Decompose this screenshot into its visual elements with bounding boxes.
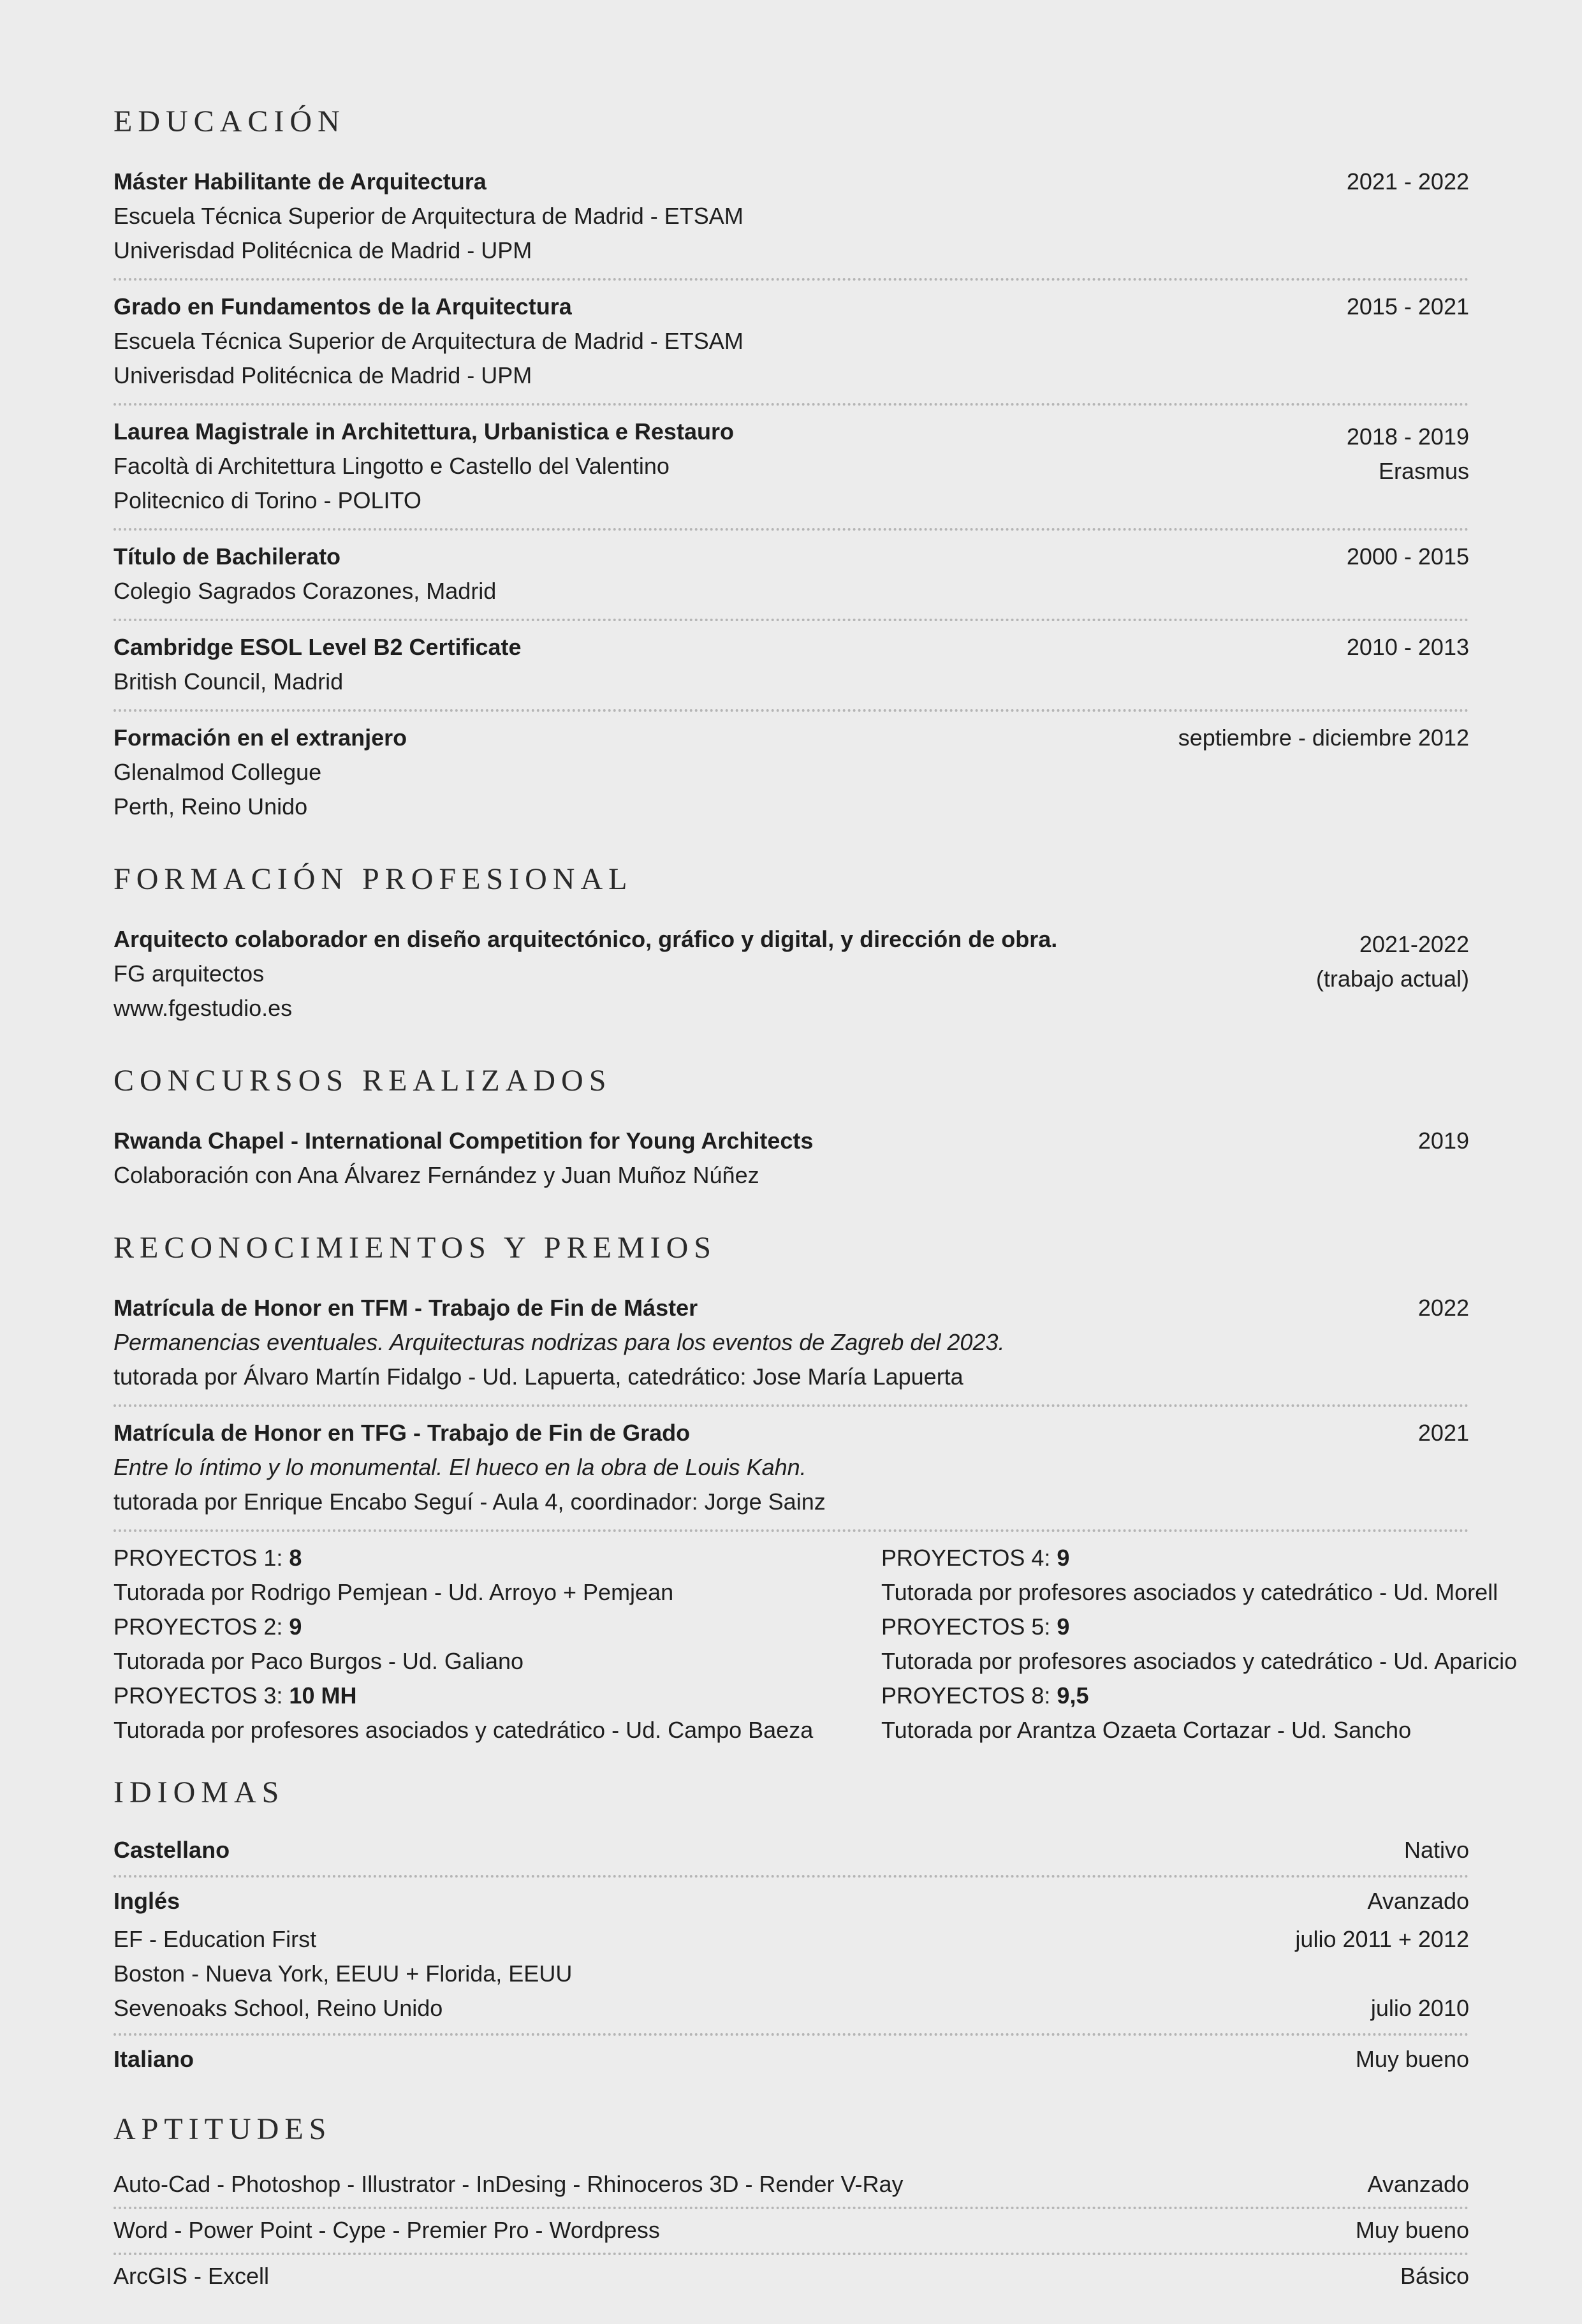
project-grade: 9,5 (1057, 1682, 1089, 1709)
skill-level: Básico (1400, 2263, 1469, 2289)
website-link[interactable]: www.fgestudio.es (114, 995, 293, 1021)
entry-note: (trabajo actual) (1315, 966, 1469, 992)
entry-line: Escuela Técnica Superior de Arquitectura de Madrid - ETSAM (114, 203, 743, 229)
projects-column-left (114, 1541, 881, 1747)
professional-section (114, 860, 1469, 1036)
project-tutor: Tutorada por Paco Burgos - Ud. Galiano (114, 1648, 524, 1674)
entry-date-block (1347, 290, 1469, 324)
entry-line: tutorada por Álvaro Martín Fidalgo - Ud. Lapuerta, catedrático: Jose María Lapuerta (114, 1364, 963, 1390)
entry-date-block (1347, 540, 1469, 574)
skill-level: Avanzado (1367, 2171, 1469, 2197)
entry-date-block (1418, 1416, 1469, 1450)
entry-title: Título de Bachilerato (114, 543, 341, 570)
entry-line: Colegio Sagrados Corazones, Madrid (114, 578, 497, 604)
entry-line: Perth, Reino Unido (114, 793, 308, 820)
skill-row (114, 2209, 1469, 2255)
language-course-date: julio 2011 + 2012 (1295, 1926, 1469, 1952)
entry-line: Colaboración con Ana Álvarez Fernández y Juan Muñoz Núñez (114, 1162, 759, 1188)
project-tutor: Tutorada por Arantza Ozaeta Cortazar - Ud. Sancho (881, 1717, 1412, 1743)
award-entry (114, 1407, 1469, 1532)
language-row-castellano (114, 1827, 1469, 1878)
thesis-title: Permanencias eventuales. Arquitecturas nodrizas para los eventos de Zagreb del 2023. (114, 1329, 1005, 1355)
project-grade-line (881, 1541, 1469, 1575)
award-entry (114, 1282, 1469, 1407)
entry-date: 2021 (1417, 1420, 1469, 1446)
skill-tools: ArcGIS - Excell (114, 2263, 270, 2289)
language-level: Muy bueno (1355, 2046, 1469, 2072)
project-grade-line (114, 1610, 881, 1644)
skill-row (114, 2163, 1469, 2209)
entry-title: Laurea Magistrale in Architettura, Urbanistica e Restauro (114, 418, 734, 445)
section-title-professional: FORMACIÓN PROFESIONAL (114, 862, 633, 896)
entry-date: 2018 - 2019 (1346, 423, 1469, 450)
entry-title: Matrícula de Honor en TFG - Trabajo de Fin de Grado (114, 1420, 691, 1446)
education-entry (114, 621, 1469, 712)
entry-date: 2015 - 2021 (1346, 293, 1469, 320)
entry-date-block (1347, 165, 1469, 199)
project-label: PROYECTOS 4: (881, 1545, 1057, 1571)
language-header (114, 1884, 1469, 1918)
skill-row (114, 2255, 1469, 2298)
competitions-section (114, 1061, 1469, 1203)
project-grade: 9 (289, 1614, 302, 1640)
project-grade: 10 MH (289, 1682, 357, 1709)
education-section (114, 102, 1469, 834)
entry-date: 2019 (1417, 1128, 1469, 1154)
entry-line: tutorada por Enrique Encabo Seguí - Aula 4, coordinador: Jorge Sainz (114, 1489, 826, 1515)
education-entry (114, 281, 1469, 406)
entry-date: 2000 - 2015 (1346, 543, 1469, 570)
entry-date-block (1418, 1124, 1469, 1158)
awards-section (114, 1228, 1518, 1747)
project-grade-line (114, 1679, 881, 1713)
section-title-education: EDUCACIÓN (114, 105, 346, 138)
language-detail (114, 1922, 1469, 1957)
project-label: PROYECTOS 5: (881, 1614, 1057, 1640)
education-entry (114, 156, 1469, 281)
entry-title: Formación en el extranjero (114, 724, 407, 751)
language-level: Nativo (1403, 1837, 1469, 1863)
project-grade: 8 (289, 1545, 302, 1571)
project-label: PROYECTOS 3: (114, 1682, 289, 1709)
language-course: EF - Education First (114, 1926, 317, 1952)
entry-line: FG arquitectos (114, 960, 265, 987)
project-tutor: Tutorada por profesores asociados y catedrático - Ud. Aparicio (881, 1648, 1518, 1674)
entry-line: Univerisdad Politécnica de Madrid - UPM (114, 237, 532, 263)
language-course-date: julio 2010 (1370, 1995, 1469, 2021)
language-row-italiano (114, 2036, 1469, 2084)
language-course-place: Boston - Nueva York, EEUU + Florida, EEUU (114, 1960, 573, 1987)
project-grade: 9 (1057, 1614, 1070, 1640)
entry-line: Univerisdad Politécnica de Madrid - UPM (114, 362, 532, 388)
language-row-ingles (114, 1878, 1469, 2036)
entry-line: Escuela Técnica Superior de Arquitectura de Madrid - ETSAM (114, 328, 743, 354)
education-entry (114, 531, 1469, 621)
entry-date-block (1347, 420, 1469, 489)
language-detail (114, 1991, 1469, 2026)
project-label: PROYECTOS 2: (114, 1614, 289, 1640)
entry-title: Cambridge ESOL Level B2 Certificate (114, 634, 522, 660)
project-label: PROYECTOS 1: (114, 1545, 289, 1571)
entry-line: British Council, Madrid (114, 668, 344, 695)
section-title-competitions: CONCURSOS REALIZADOS (114, 1064, 612, 1098)
project-grade-line (881, 1679, 1469, 1713)
entry-note: Erasmus (1378, 458, 1469, 484)
language-name: Inglés (114, 1888, 180, 1914)
language-level: Avanzado (1367, 1888, 1469, 1914)
project-grade-line (881, 1610, 1469, 1644)
projects-column-right (881, 1541, 1518, 1747)
project-tutor: Tutorada por profesores asociados y catedrático - Ud. Campo Baeza (114, 1717, 814, 1743)
entry-line: Politecnico di Torino - POLITO (114, 487, 421, 513)
entry-line: Facoltà di Architettura Lingotto e Castello del Valentino (114, 453, 670, 479)
entry-title: Arquitecto colaborador en diseño arquitectónico, gráfico y digital, y dirección de obra. (114, 926, 1058, 952)
entry-date-block (1418, 1291, 1469, 1325)
section-title-languages: IDIOMAS (114, 1776, 285, 1809)
entry-date: 2021-2022 (1359, 931, 1469, 957)
education-entry (114, 406, 1469, 531)
entry-date: 2021 - 2022 (1346, 168, 1469, 195)
section-title-skills: APTITUDES (114, 2112, 332, 2146)
language-name: Italiano (114, 2046, 194, 2072)
skill-tools: Auto-Cad - Photoshop - Illustrator - InDesing - Rhinoceros 3D - Render V-Ray (114, 2171, 904, 2197)
skill-level: Muy bueno (1355, 2217, 1469, 2243)
language-course: Sevenoaks School, Reino Unido (114, 1995, 443, 2021)
education-entry (114, 712, 1469, 834)
thesis-title: Entre lo íntimo y lo monumental. El hueco en la obra de Louis Kahn. (114, 1454, 807, 1480)
competition-entry (114, 1115, 1469, 1203)
skill-tools: Word - Power Point - Cype - Premier Pro - Wordpress (114, 2217, 660, 2243)
entry-date-block (1316, 927, 1469, 996)
entry-date-block (1347, 630, 1469, 665)
project-tutor: Tutorada por profesores asociados y catedrático - Ud. Morell (881, 1579, 1498, 1605)
project-grade-line (114, 1541, 881, 1575)
language-name: Castellano (114, 1837, 230, 1863)
entry-date-block (1178, 721, 1469, 755)
entry-date: septiembre - diciembre 2012 (1178, 724, 1469, 751)
project-grade: 9 (1057, 1545, 1070, 1571)
entry-title: Matrícula de Honor en TFM - Trabajo de Fin de Máster (114, 1295, 698, 1321)
cv-content (114, 102, 1518, 2324)
projects-grid (114, 1532, 1518, 1747)
languages-section (114, 1773, 1469, 2084)
entry-title: Máster Habilitante de Arquitectura (114, 168, 487, 195)
entry-date: 2022 (1417, 1295, 1469, 1321)
skills-section (114, 2110, 1469, 2298)
project-label: PROYECTOS 8: (881, 1682, 1057, 1709)
entry-title: Grado en Fundamentos de la Arquitectura (114, 293, 572, 320)
project-tutor: Tutorada por Rodrigo Pemjean - Ud. Arroyo + Pemjean (114, 1579, 674, 1605)
professional-entry (114, 913, 1469, 1036)
entry-date: 2010 - 2013 (1346, 634, 1469, 660)
entry-title: Rwanda Chapel - International Competition for Young Architects (114, 1128, 814, 1154)
section-title-awards: RECONOCIMIENTOS Y PREMIOS (114, 1231, 717, 1265)
entry-line: Glenalmod Collegue (114, 759, 322, 785)
